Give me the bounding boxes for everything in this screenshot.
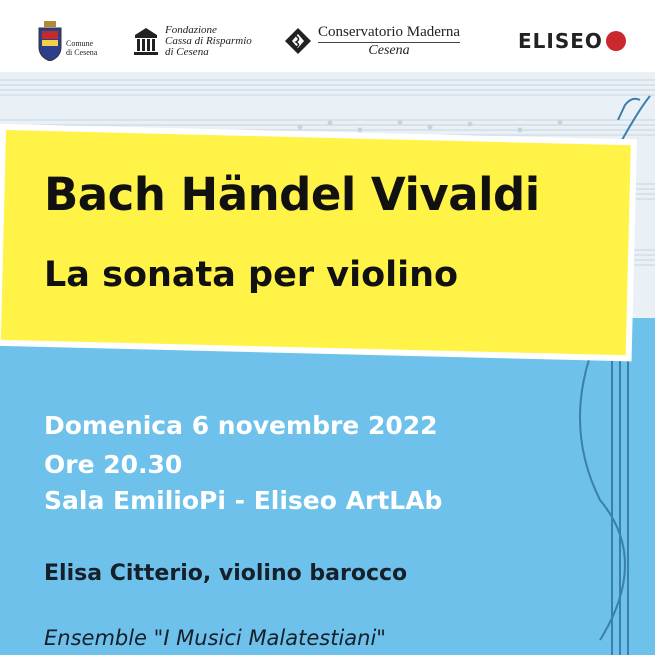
fondazione-line-3: di Cesena xyxy=(165,45,209,58)
eliseo-wordmark: ELISEO xyxy=(518,29,603,53)
eliseo-logo xyxy=(518,18,626,64)
conservatorio-city: Cesena xyxy=(318,42,460,58)
comune-line-1: Comune xyxy=(66,39,94,48)
coat-of-arms-icon xyxy=(38,21,62,61)
banner-title: Bach Händel Vivaldi xyxy=(44,168,540,221)
ensemble-name: Ensemble "I Musici Malatestiani" xyxy=(44,626,386,650)
event-venue: Sala EmilioPi - Eliseo ArtLAb xyxy=(44,486,443,515)
conservatorio-title: Conservatorio Maderna xyxy=(318,24,461,40)
performer-name: Elisa Citterio, violino barocco xyxy=(44,561,408,586)
event-date: Domenica 6 novembre 2022 xyxy=(44,411,438,440)
artlab-badge-icon xyxy=(606,31,626,51)
conservatorio-logo xyxy=(284,18,460,64)
fondazione-logo xyxy=(133,18,252,64)
comune-line-2: di Cesena xyxy=(66,48,98,57)
banner-subtitle: La sonata per violino xyxy=(44,255,459,295)
event-time: Ore 20.30 xyxy=(44,450,183,479)
temple-icon xyxy=(133,26,159,56)
diamond-clef-icon xyxy=(284,27,312,55)
fondazione-line-2: Cassa di Risparmio xyxy=(165,34,252,47)
title-banner xyxy=(1,130,631,355)
comune-di-cesena-logo xyxy=(38,18,97,64)
fondazione-line-1: Fondazione xyxy=(165,23,217,36)
logo-bar xyxy=(0,0,655,82)
